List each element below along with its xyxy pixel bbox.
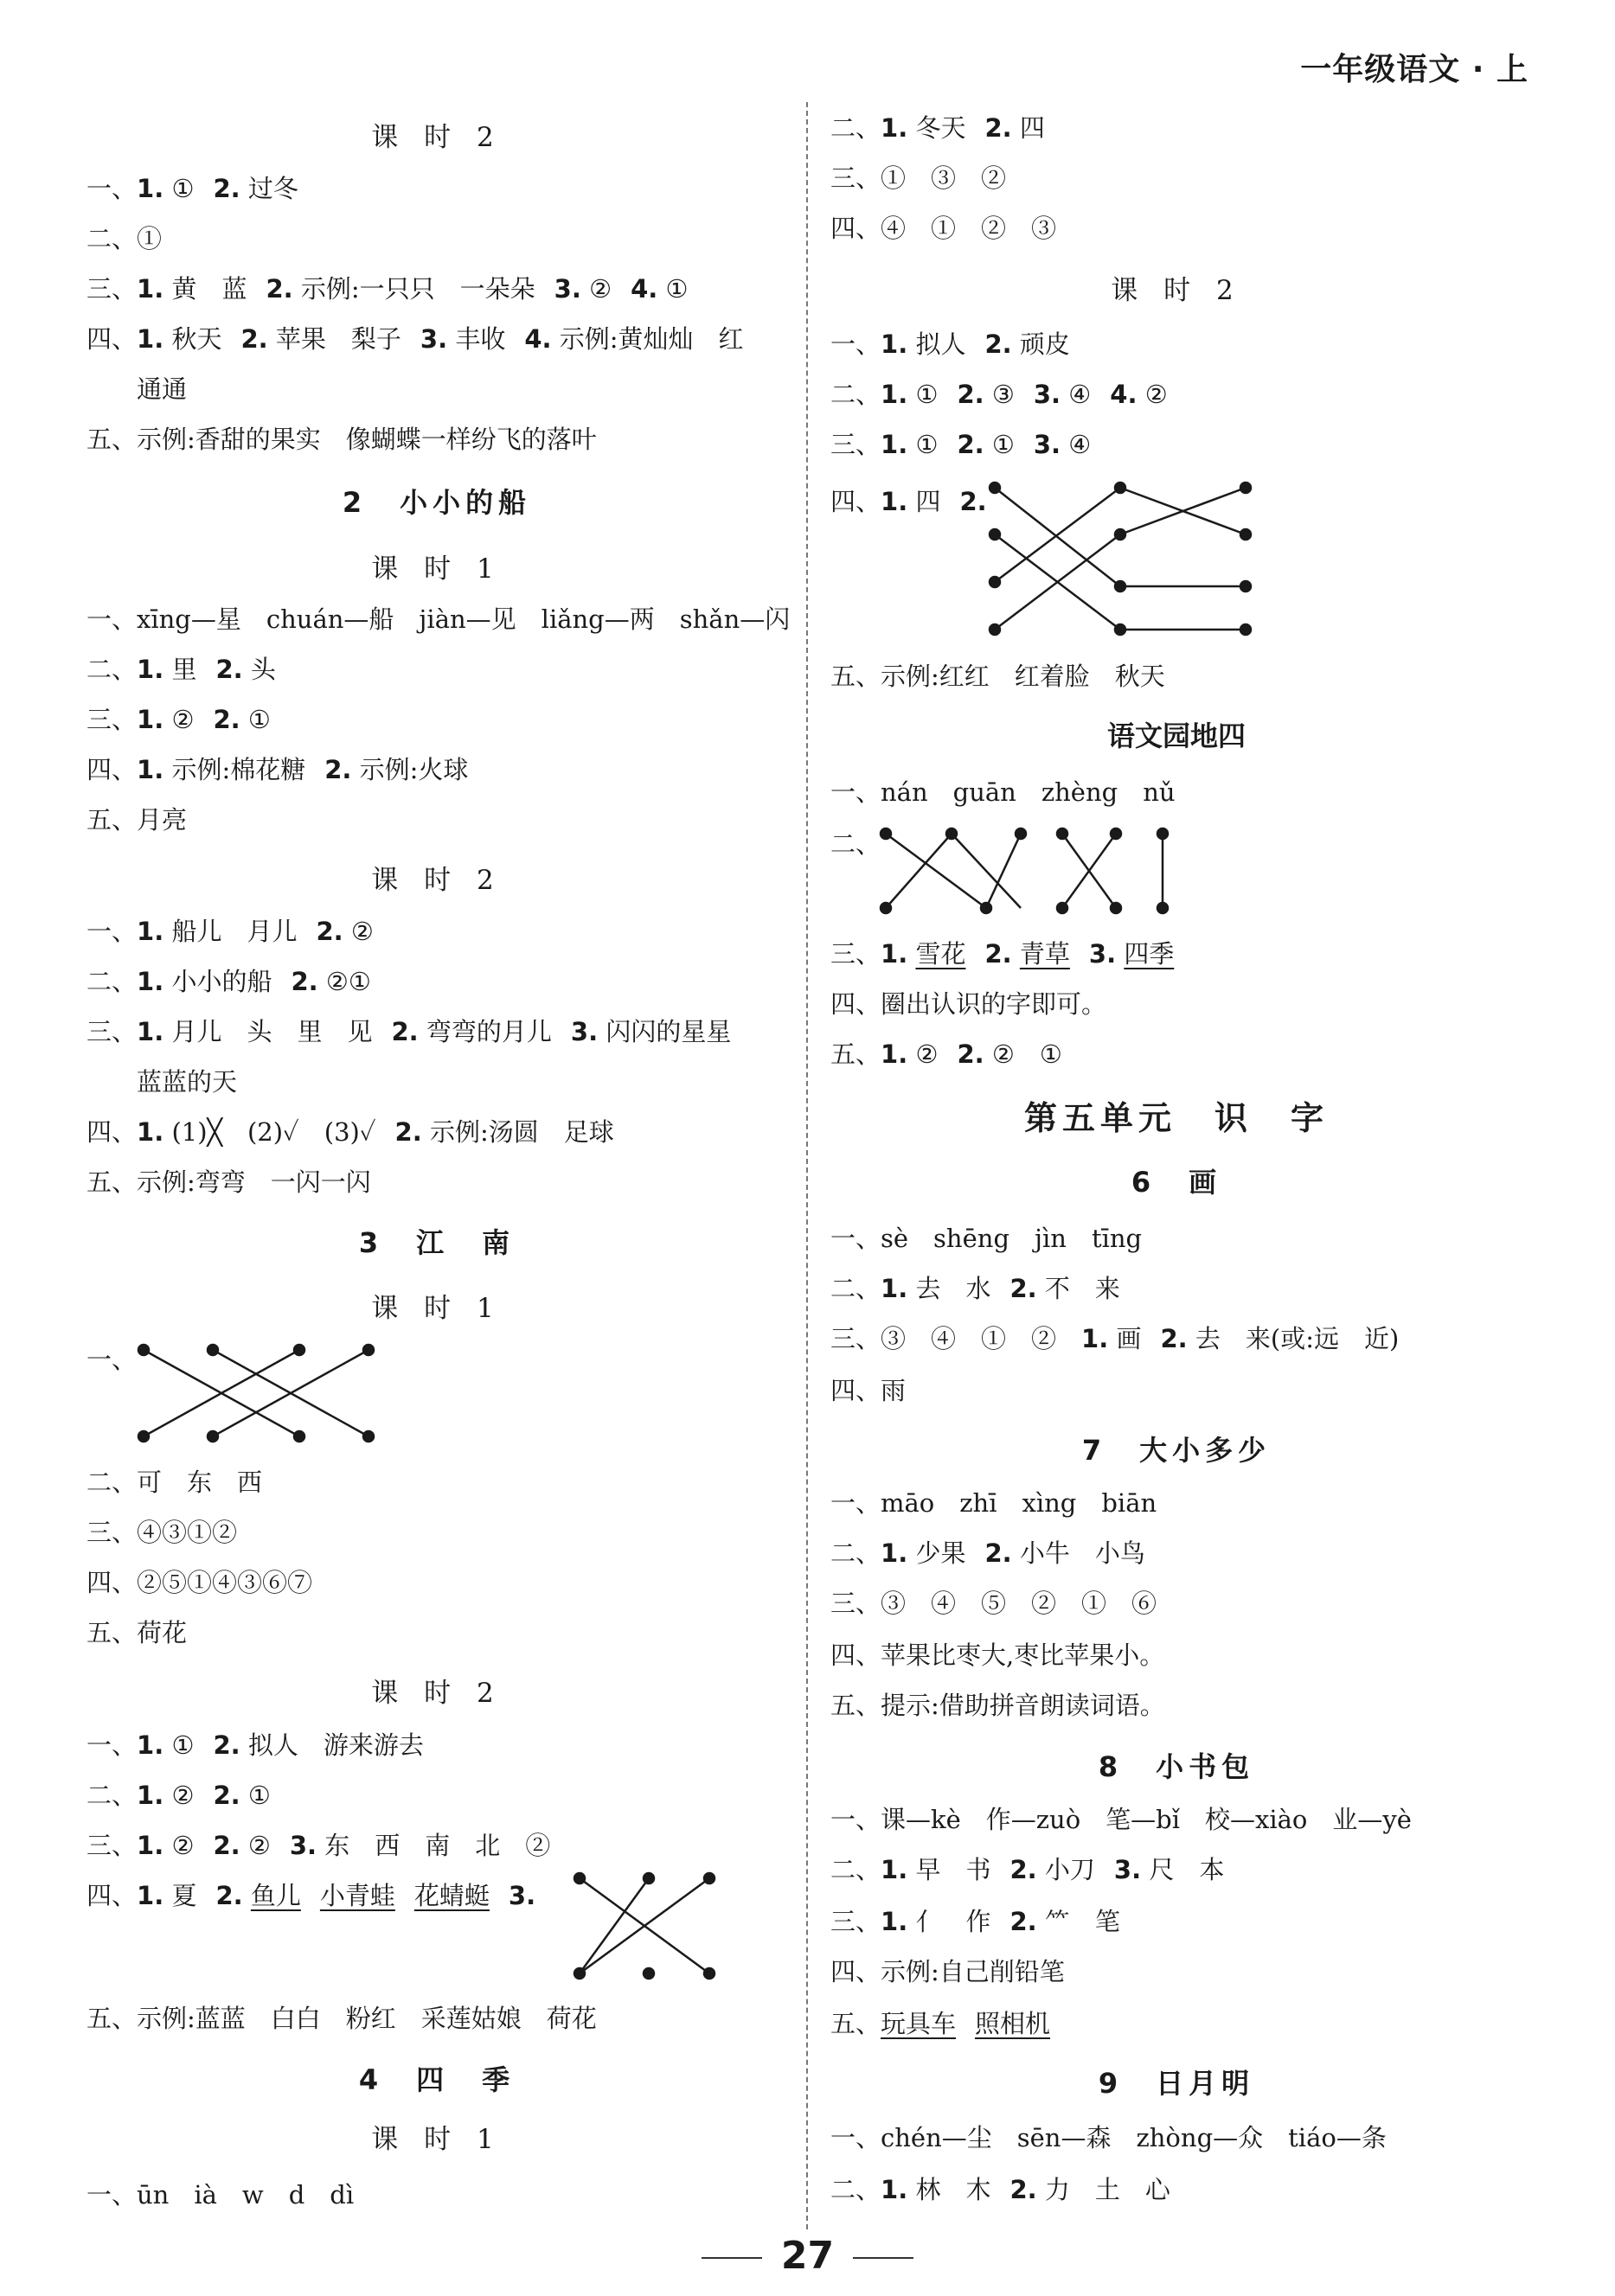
answer-line: [830, 427, 1091, 462]
answer-text: 苹果 梨子: [275, 324, 401, 354]
answer-text: ② ①: [991, 1039, 1062, 1069]
answer-text: ②: [171, 705, 195, 734]
answer-text: 林 木: [915, 2175, 991, 2204]
question-number: 三、: [830, 939, 881, 969]
answer-line: 五、示例:红红 红着脸 秋天: [830, 662, 1165, 691]
page-number-text: 27: [780, 2234, 835, 2278]
answer-text: ②: [915, 1039, 939, 1069]
answer-text: ④: [1068, 430, 1092, 459]
item-number: 3.: [1033, 430, 1061, 459]
answer-text: 去 水: [915, 1274, 991, 1303]
item-number: 2.: [1160, 1324, 1188, 1353]
item-number: 2.: [213, 705, 240, 734]
item-number: 1.: [1081, 1324, 1109, 1353]
answer-line: [830, 1852, 1224, 1887]
answer-line: [87, 914, 374, 949]
section-title: 9 日月明: [1098, 2067, 1255, 2100]
answer-line: [87, 1778, 271, 1813]
answer-line: 一、māo zhī xìng biān: [830, 1488, 1157, 1518]
item-number: 1.: [881, 380, 908, 409]
answer-text: 示例:一只只 一朵朵: [300, 274, 535, 304]
answer-text: 四: [1019, 113, 1045, 143]
matching-diagram: [567, 1868, 732, 1989]
matching-diagram: [986, 474, 1272, 647]
section-title: 8 小书包: [1098, 1750, 1255, 1783]
answer-text: 少果: [915, 1538, 966, 1568]
answer-line: [87, 272, 689, 306]
item-number: 2.: [316, 917, 343, 946]
answer-line: 四、雨: [830, 1376, 907, 1405]
answer-line: 一、chén—尘 sēn—森 zhòng—众 tiáo—条: [830, 2123, 1387, 2152]
answer-text: 画: [1116, 1324, 1142, 1353]
answer-line: 二、: [830, 829, 881, 859]
underlined-answer: 鱼儿: [250, 1881, 301, 1910]
answer-line: 通通: [137, 374, 188, 404]
item-number: 3.: [570, 1017, 599, 1046]
item-number: 1.: [881, 329, 908, 359]
question-number: 二、: [830, 1538, 881, 1568]
question-number: 五、: [830, 2009, 881, 2038]
item-number: 4.: [631, 274, 658, 304]
answer-line: [87, 1878, 535, 1913]
item-number: 1.: [137, 655, 164, 684]
item-number: 2.: [984, 113, 1012, 143]
answer-text: 秋天: [171, 324, 222, 354]
section-title: 6 画: [1131, 1166, 1222, 1199]
item-number: 2.: [266, 274, 293, 304]
item-number: 1.: [881, 1538, 908, 1568]
item-number: 2.: [1009, 1907, 1037, 1936]
answer-text: 东 西 南 北 ②: [324, 1831, 551, 1860]
answer-line: 一、: [87, 1345, 138, 1374]
answer-text: 弯弯的月儿: [426, 1017, 552, 1046]
lesson-title: 课 时 1: [371, 553, 503, 585]
matching-diagram: [135, 1336, 446, 1457]
answer-text: ③: [991, 380, 1015, 409]
answer-line: 一、xīng—星 chuán—船 jiàn—见 liǎng—两 shǎn—闪: [87, 604, 791, 634]
answer-line: [830, 937, 1174, 971]
question-number: 三、: [87, 705, 138, 734]
page-number-dash: [702, 2257, 762, 2259]
answer-text: 亻 作: [915, 1907, 991, 1936]
answer-line: [87, 702, 271, 737]
item-number: 2.: [957, 1039, 984, 1069]
answer-line: [87, 1728, 424, 1762]
question-number: 三、: [87, 1017, 138, 1046]
question-number: 三、: [830, 1907, 881, 1936]
item-number: 2.: [957, 430, 984, 459]
answer-text: ①: [915, 430, 939, 459]
item-number: 1.: [881, 1039, 908, 1069]
answer-line: [830, 111, 1045, 145]
item-number: 1.: [137, 705, 164, 734]
answer-line: [87, 1828, 550, 1863]
answer-line: 五、示例:弯弯 一闪一闪: [87, 1167, 371, 1197]
underlined-answer: 雪花: [915, 939, 966, 969]
item-number: 2.: [959, 487, 987, 516]
answer-text: ⺮ 笔: [1044, 1907, 1120, 1936]
item-number: 2.: [984, 329, 1012, 359]
question-number: 四、: [87, 1881, 138, 1910]
answer-text: ②: [171, 1781, 195, 1810]
lesson-title: 课 时 2: [371, 122, 503, 153]
answer-text: 丰收: [455, 324, 506, 354]
answer-text: 船儿 月儿: [171, 917, 298, 946]
answer-line: 一、课—kè 作—zuò 笔—bǐ 校—xiào 业—yè: [830, 1805, 1412, 1834]
item-number: 3.: [508, 1881, 536, 1910]
answer-line: [830, 1037, 1062, 1071]
answer-text: 冬天: [915, 113, 966, 143]
answer-line: [830, 327, 1070, 361]
answer-text: ④: [1068, 380, 1092, 409]
item-number: 1.: [881, 1855, 908, 1884]
item-number: 1.: [137, 917, 164, 946]
question-number: 二、: [830, 1855, 881, 1884]
answer-text: ①: [915, 380, 939, 409]
answer-text: ①: [665, 274, 689, 304]
item-number: 1.: [881, 113, 908, 143]
question-number: 三、③ ④ ① ②: [830, 1324, 1082, 1353]
answer-text: ②: [350, 917, 374, 946]
answer-text: 月儿 头 里 见: [171, 1017, 373, 1046]
item-number: 2.: [1009, 2175, 1037, 2204]
column-divider: [806, 102, 808, 2229]
answer-text: ①: [171, 1730, 195, 1760]
item-number: 1.: [137, 174, 164, 203]
item-number: 3.: [420, 324, 448, 354]
answer-line: [87, 964, 371, 999]
answer-line: [87, 752, 468, 787]
answer-text: 闪闪的星星: [606, 1017, 732, 1046]
item-number: 2.: [215, 1881, 243, 1910]
answer-line: [87, 171, 298, 206]
answer-line: 四、圈出认识的字即可。: [830, 989, 1107, 1019]
item-number: 2.: [213, 1781, 240, 1810]
item-number: 1.: [137, 967, 164, 996]
item-number: 1.: [881, 2175, 908, 2204]
answer-line: [830, 1904, 1120, 1939]
item-number: 2.: [215, 655, 243, 684]
answer-line: 四、示例:自己削铅笔: [830, 1957, 1065, 1986]
answer-line: 蓝蓝的天: [137, 1067, 238, 1097]
answer-text: ②: [247, 1831, 271, 1860]
item-number: 1.: [137, 274, 164, 304]
answer-text: ②①: [325, 967, 371, 996]
underlined-answer: 小青蛙: [319, 1881, 395, 1910]
page-header-title: 一年级语文 · 上: [1300, 52, 1528, 87]
item-number: 1.: [137, 1017, 164, 1046]
answer-text: ②: [171, 1831, 195, 1860]
item-number: 1.: [137, 755, 164, 784]
answer-text: ①: [247, 1781, 271, 1810]
question-number: 一、: [830, 329, 881, 359]
answer-line: [830, 2172, 1170, 2207]
answer-line: 五、提示:借助拼音朗读词语。: [830, 1691, 1165, 1720]
answer-text: ①: [171, 174, 195, 203]
answer-text: 夏: [171, 1881, 197, 1910]
page-number: [0, 2234, 1615, 2278]
item-number: 2.: [240, 324, 268, 354]
answer-text: 拟人 游来游去: [247, 1730, 424, 1760]
answer-text: 黄 蓝: [171, 274, 247, 304]
item-number: 2.: [213, 1730, 240, 1760]
question-number: 二、: [830, 2175, 881, 2204]
item-number: 1.: [881, 1907, 908, 1936]
question-number: 五、: [830, 1039, 881, 1069]
unit-title: 第五单元 识 字: [1023, 1099, 1329, 1137]
answer-text: 小刀: [1044, 1855, 1095, 1884]
answer-text: 示例:黄灿灿 红: [559, 324, 744, 354]
section-title: 语文园地四: [1106, 719, 1246, 752]
question-number: 一、: [87, 1730, 138, 1760]
answer-line: [830, 1536, 1145, 1570]
item-number: 4.: [1110, 380, 1138, 409]
item-number: 2.: [213, 1831, 240, 1860]
answer-text: 顽皮: [1019, 329, 1070, 359]
section-title: 4 四 季: [358, 2063, 516, 2096]
lesson-title: 课 时 2: [371, 865, 503, 896]
answer-text: 小牛 小鸟: [1019, 1538, 1145, 1568]
answer-text: 头: [250, 655, 276, 684]
item-number: 3.: [1113, 1855, 1142, 1884]
lesson-title: 课 时 1: [371, 1293, 503, 1324]
answer-line: 二、可 东 西: [87, 1468, 263, 1497]
answer-text: 过冬: [247, 174, 298, 203]
item-number: 1.: [137, 1881, 164, 1910]
answer-line: [87, 1014, 731, 1049]
answer-line: 四、苹果比枣大,枣比苹果小。: [830, 1640, 1165, 1670]
lesson-title: 课 时 2: [1111, 275, 1242, 306]
question-number: 二、: [830, 113, 881, 143]
answer-line: 三、① ③ ②: [830, 163, 1007, 193]
answer-line: 四、②⑤①④③⑥⑦: [87, 1568, 313, 1597]
question-number: 二、: [87, 655, 138, 684]
answer-line: 二、①: [87, 224, 163, 253]
underlined-answer: 花蜻蜓: [413, 1881, 490, 1910]
item-number: 3.: [289, 1831, 317, 1860]
question-number: 二、: [830, 380, 881, 409]
underlined-answer: 四季: [1124, 939, 1175, 969]
answer-text: 早 书: [915, 1855, 991, 1884]
item-number: 1.: [137, 1117, 164, 1147]
answer-text: 里: [171, 655, 197, 684]
item-number: 2.: [984, 1538, 1012, 1568]
underlined-answer: 玩具车: [881, 2009, 957, 2038]
question-number: 四、: [87, 1117, 138, 1147]
lesson-title: 课 时 2: [371, 1678, 503, 1709]
item-number: 1.: [137, 1781, 164, 1810]
answer-line: [830, 1321, 1399, 1356]
answer-text: 尺 本: [1149, 1855, 1225, 1884]
answer-text: 示例:棉花糖: [171, 755, 306, 784]
question-number: 一、: [87, 917, 138, 946]
item-number: 2.: [324, 755, 352, 784]
question-number: 四、: [87, 324, 138, 354]
item-number: 2.: [984, 939, 1012, 969]
answer-line: [830, 377, 1168, 412]
section-title: 3 江 南: [358, 1226, 516, 1259]
answer-line: 一、ūn ià w d dì: [87, 2180, 355, 2210]
answer-text: ②: [589, 274, 612, 304]
answer-line: [830, 2006, 1050, 2041]
item-number: 1.: [137, 1730, 164, 1760]
answer-text: 四: [915, 487, 941, 516]
item-number: 1.: [137, 324, 164, 354]
question-number: 三、: [87, 274, 138, 304]
answer-text: 小小的船: [171, 967, 272, 996]
section-title: 7 大小多少: [1081, 1434, 1272, 1467]
item-number: 2.: [394, 1117, 422, 1147]
item-number: 1.: [881, 430, 908, 459]
question-number: 一、: [87, 174, 138, 203]
answer-line: [87, 1115, 614, 1149]
answer-text: 不 来: [1044, 1274, 1120, 1303]
item-number: 1.: [881, 1274, 908, 1303]
underlined-answer: 青草: [1019, 939, 1070, 969]
answer-text: ②: [1144, 380, 1168, 409]
question-number: 四、: [87, 755, 138, 784]
answer-line: [830, 484, 987, 519]
answer-line: 三、③ ④ ⑤ ② ① ⑥: [830, 1589, 1157, 1618]
item-number: 4.: [524, 324, 552, 354]
lesson-title: 课 时 1: [371, 2124, 503, 2155]
answer-text: 力 土 心: [1044, 2175, 1170, 2204]
item-number: 2.: [391, 1017, 419, 1046]
answer-text: (1)╳ (2)✓ (3)✓: [171, 1117, 376, 1147]
answer-text: ①: [247, 705, 271, 734]
item-number: 2.: [1009, 1855, 1037, 1884]
question-number: 三、: [87, 1831, 138, 1860]
item-number: 1.: [881, 939, 908, 969]
item-number: 3.: [1088, 939, 1117, 969]
answer-line: [87, 322, 744, 356]
question-number: 四、: [830, 487, 881, 516]
answer-line: [830, 1271, 1120, 1306]
answer-line: 一、sè shēng jìn tīng: [830, 1224, 1143, 1253]
answer-text: 拟人: [915, 329, 966, 359]
question-number: 三、: [830, 430, 881, 459]
answer-line: 五、示例:香甜的果实 像蝴蝶一样纷飞的落叶: [87, 425, 597, 454]
item-number: 3.: [554, 274, 581, 304]
answer-text: 示例:汤圆 足球: [429, 1117, 614, 1147]
answer-line: 一、nán guān zhèng nǔ: [830, 777, 1176, 807]
item-number: 2.: [957, 380, 984, 409]
answer-text: ①: [991, 430, 1015, 459]
item-number: 3.: [1033, 380, 1061, 409]
answer-line: 五、示例:蓝蓝 白白 粉红 采莲姑娘 荷花: [87, 2004, 597, 2033]
answer-line: [87, 652, 276, 687]
answer-text: 去 来(或:远 近): [1195, 1324, 1400, 1353]
question-number: 二、: [830, 1274, 881, 1303]
section-title: 2 小小的船: [342, 486, 532, 519]
item-number: 2.: [213, 174, 240, 203]
item-number: 2.: [291, 967, 318, 996]
underlined-answer: 照相机: [975, 2009, 1051, 2038]
question-number: 二、: [87, 1781, 138, 1810]
answer-text: 示例:火球: [359, 755, 469, 784]
answer-line: 五、月亮: [87, 805, 188, 835]
item-number: 1.: [881, 487, 908, 516]
item-number: 1.: [137, 1831, 164, 1860]
page-number-dash: [853, 2257, 913, 2259]
matching-diagram: [879, 822, 1173, 925]
answer-line: 五、荷花: [87, 1618, 188, 1647]
question-number: 二、: [87, 967, 138, 996]
item-number: 2.: [1009, 1274, 1037, 1303]
answer-line: 四、④ ① ② ③: [830, 214, 1057, 243]
answer-line: 三、④③①②: [87, 1518, 238, 1547]
